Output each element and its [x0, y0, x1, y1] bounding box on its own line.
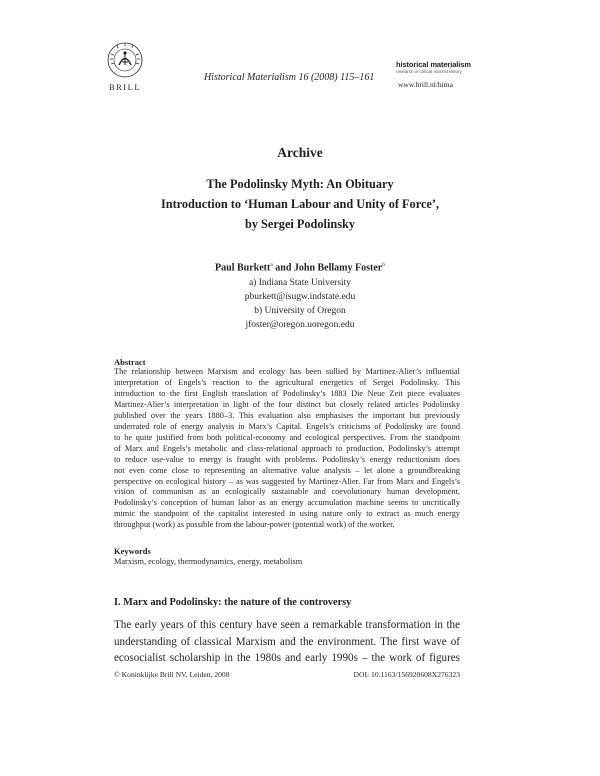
publisher-name: BRILL — [108, 82, 142, 92]
abstract-heading: Abstract — [114, 357, 146, 367]
affiliation-university: a) Indiana State University — [248, 278, 352, 288]
abstract-line: underrated role of energy analysis in Marx’s Capital. Engels’s criticisms of Podolinsky are found — [114, 421, 460, 431]
abstract-line: perspective on ecological history – as was suggested by Martinez-Alier. Far from Marx and Engels’s — [114, 476, 460, 486]
copyright-notice: © Koninklijke Brill NV, Leiden, 2008 — [114, 670, 230, 679]
affiliation-email[interactable]: pburkett@isugw.indstate.edu — [244, 292, 356, 302]
author-name: Paul Burkett — [215, 262, 271, 274]
journal-url[interactable]: www.brill.nl/hima — [398, 80, 453, 89]
abstract-line: not even come close to representing an alternative value analysis – let alone a groundbreaking — [114, 465, 460, 475]
title-line: The Podolinsky Myth: An Obituary — [206, 177, 394, 191]
journal-logo-tagline: research in critical marxist theory — [396, 69, 462, 74]
body-line: The early years of this century have seen a remarkable transformation in the — [114, 619, 460, 631]
article-title — [100, 174, 500, 234]
keywords-heading: Keywords — [114, 546, 151, 556]
title-line: Introduction to ‘Human Labour and Unity of Force’, — [160, 197, 440, 211]
body-text — [114, 617, 460, 667]
abstract-line: throughput (work) as possible from the labour-power (potential work) of the worker. — [114, 520, 395, 530]
journal-logo — [396, 60, 496, 74]
author-name: John Bellamy Foster — [293, 262, 383, 274]
abstract-line: introduction to the first English translation of Podolinsky’s 1883 Die Neue Zeit piece evaluates — [114, 388, 460, 398]
abstract-line: Martinez-Alier’s interpretation in light of the four distinct but closely related articles Podolinsky — [114, 399, 460, 409]
author-joiner: and — [272, 262, 294, 274]
keywords-list: Marxism, ecology, thermodynamics, energy, metabolism — [114, 557, 303, 566]
abstract-line: vision of communism as an ecologically sustainable and coevolutionary human development, — [114, 487, 460, 497]
brill-seal-icon — [105, 40, 145, 80]
abstract-line: to reduce use-value to energy is fraught with problems. Podolinsky’s energy reductionism does — [114, 454, 460, 464]
abstract-line: to be quite justified from both political-economy and ecological perspectives. From the standpoint — [114, 432, 460, 442]
abstract-line: mimic the standpoint of the capitalist interested in using nature only to extract as much energy — [114, 509, 460, 519]
section-heading: I. Marx and Podolinsky: the nature of the controversy — [114, 597, 352, 608]
doi: DOI: 10.1163/156920608X276323 — [353, 670, 460, 679]
abstract-body — [114, 367, 460, 531]
author-line — [0, 262, 600, 273]
journal-citation: Historical Materialism 16 (2008) 115–161 — [204, 72, 375, 83]
brill-logo — [104, 40, 146, 92]
abstract-line: of Marx and Engels’s metabolic and class-relational approach to production, Podolinsky’s attempt — [114, 443, 460, 453]
abstract-line: interpretation of Engels’s reaction to the agricultural energetics of Sergei Podolinsky. This — [114, 377, 460, 387]
affiliation-mark: a — [270, 262, 273, 268]
abstract-line: Podolinsky’s conception of human labor as an energy accumulation machine seems to uncritically — [114, 498, 460, 508]
abstract-line: published over the years 1880–3. This evaluation also emphasises the important but previously — [114, 410, 460, 420]
affiliation-email[interactable]: jfoster@oregon.uoregon.edu — [245, 320, 355, 330]
affiliation-university: b) University of Oregon — [254, 306, 346, 316]
affiliation-mark: b — [382, 262, 385, 268]
abstract-line: The relationship between Marxism and ecology has been sullied by Martinez-Alier’s influential — [114, 367, 460, 376]
title-line: by Sergei Podolinsky — [244, 217, 355, 231]
body-line: ecosocialist scholarship in the 1980s and early 1990s – the work of figures — [114, 652, 460, 664]
section-label: Archive — [277, 145, 323, 160]
body-line: understanding of classical Marxism and the environment. The first wave of — [114, 635, 460, 648]
journal-logo-title: historical materialism — [396, 60, 471, 69]
